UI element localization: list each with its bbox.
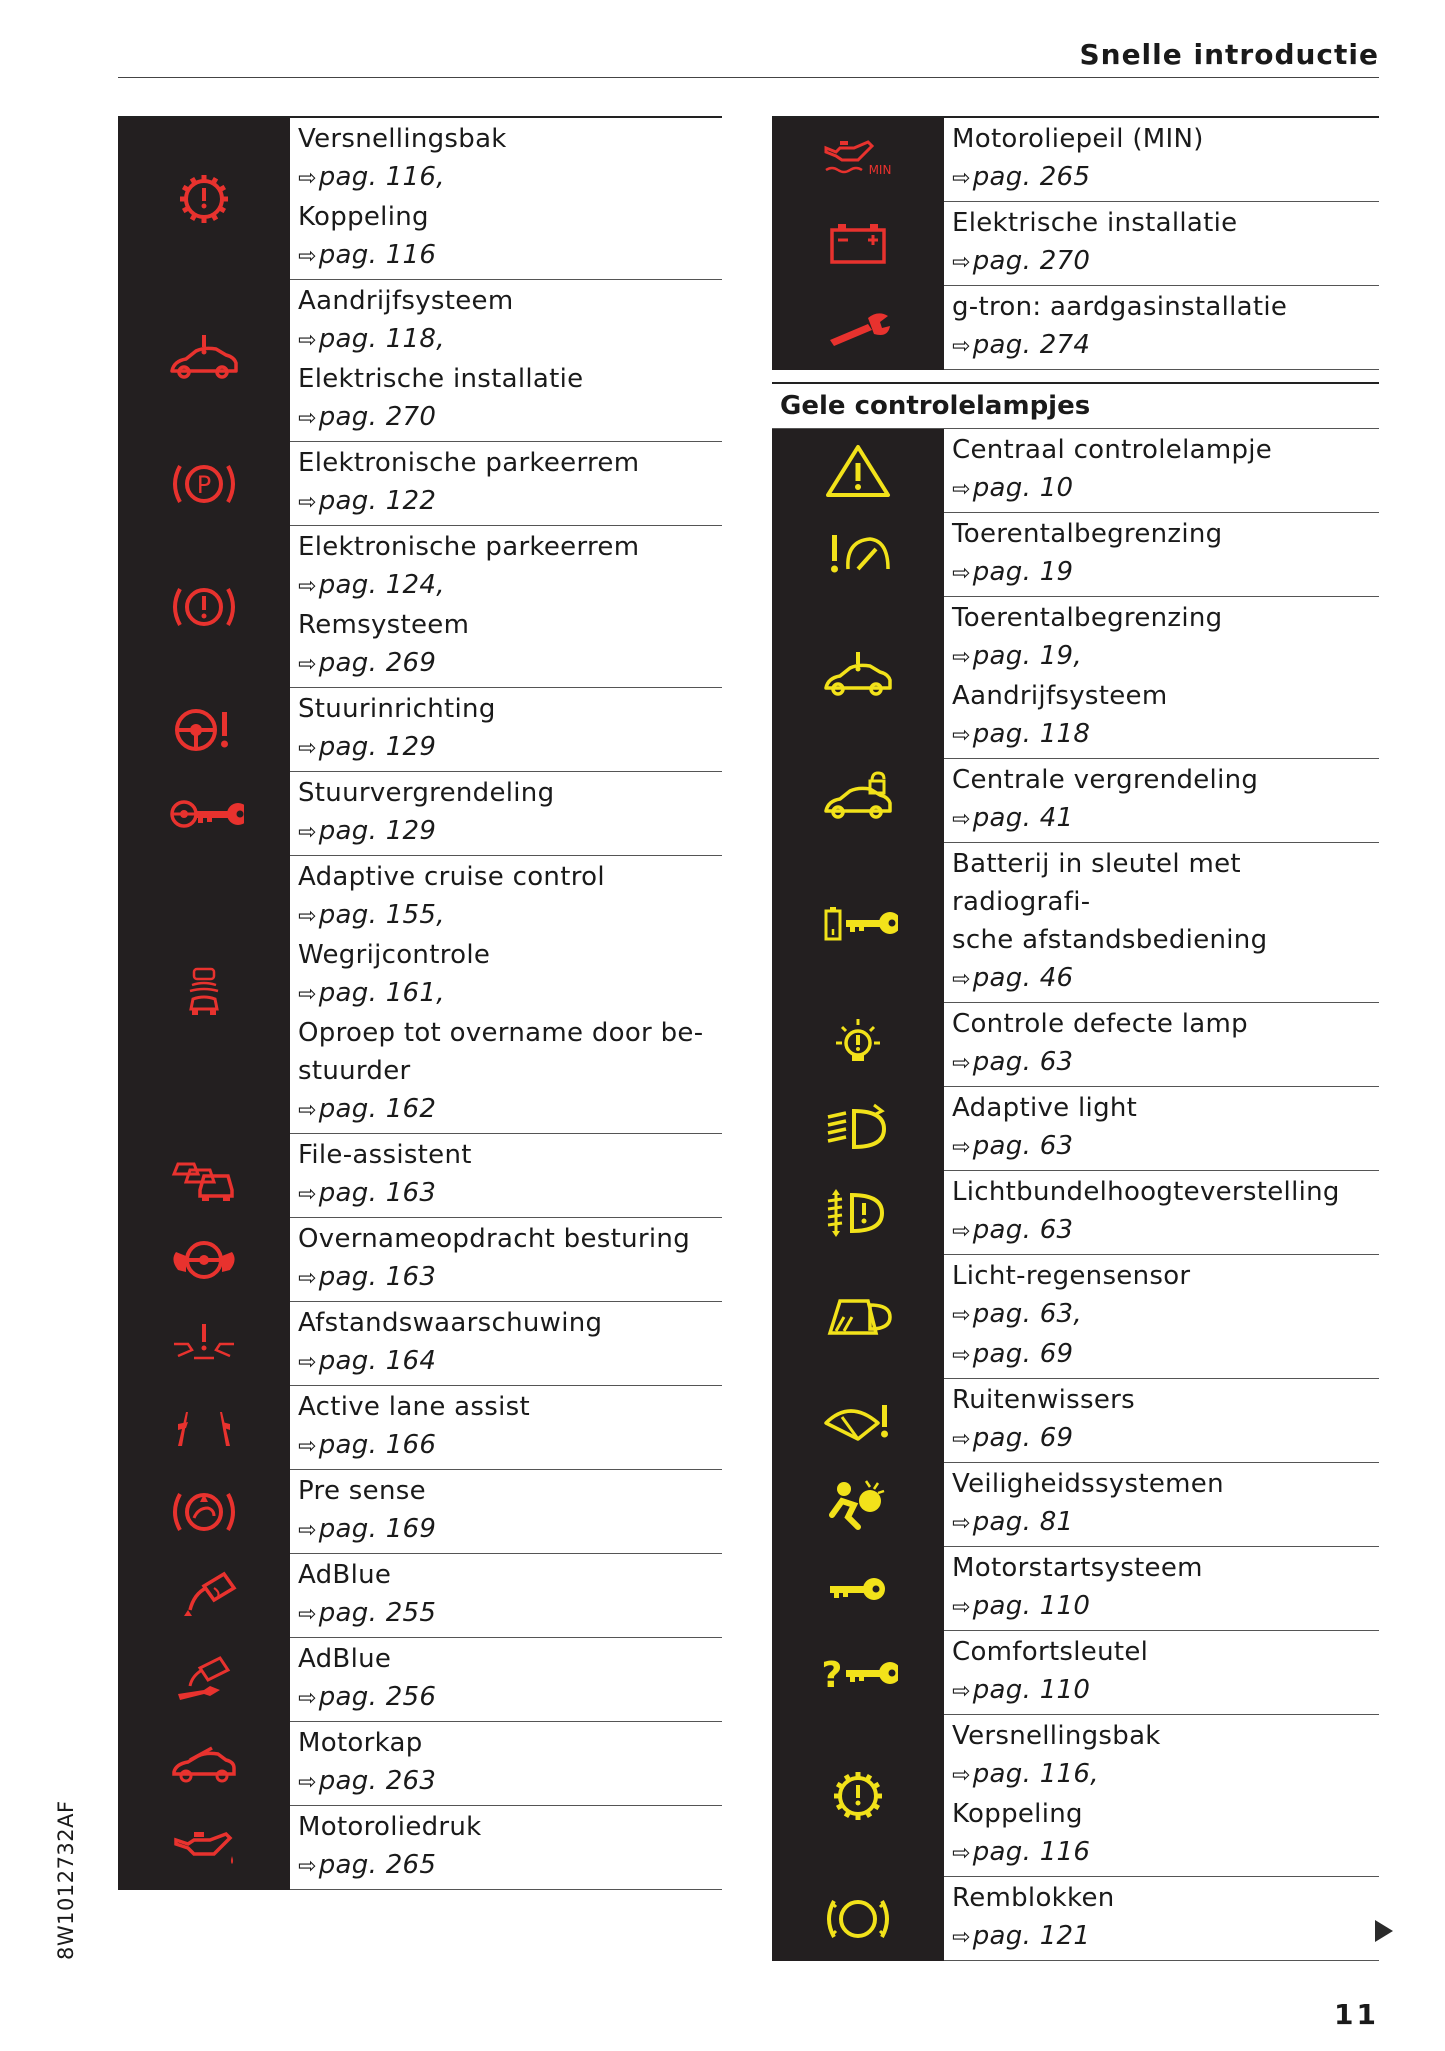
- indicator-label: Batterij in sleutel met radiografi-: [952, 849, 1241, 917]
- page-reference-text: pag. 63: [972, 1215, 1074, 1245]
- indicator-description: [944, 1877, 1379, 1961]
- headlight-range-icon: [772, 1171, 944, 1255]
- page-reference-link[interactable]: [952, 158, 1379, 198]
- steering-warning-icon: [118, 688, 290, 772]
- indicator-description: [290, 1218, 722, 1302]
- reference-arrow-icon: ⇨: [298, 1350, 317, 1375]
- indicator-label: Aandrijfsysteem: [298, 286, 514, 316]
- page-reference-text: pag. 63: [972, 1131, 1074, 1161]
- warning-triangle-icon: [772, 429, 944, 513]
- reference-arrow-icon: ⇨: [298, 328, 317, 353]
- indicator-description: [944, 1715, 1379, 1877]
- page-reference-link[interactable]: [298, 1174, 722, 1214]
- pre-sense-icon: [118, 1470, 290, 1554]
- page-reference-link[interactable]: [298, 1258, 722, 1298]
- reference-arrow-icon: ⇨: [298, 1182, 317, 1207]
- gearbox-warning-icon: [772, 1715, 944, 1877]
- indicator-row: [118, 1470, 722, 1554]
- indicator-label: Remblokken: [952, 1883, 1115, 1913]
- page-reference-text: pag. 124,: [318, 570, 445, 600]
- light-rain-sensor-icon: [772, 1255, 944, 1379]
- indicator-description: [290, 118, 722, 280]
- indicator-row: [118, 1554, 722, 1638]
- page-header-title: Snelle introductie: [1079, 38, 1379, 71]
- yellow-indicator-table: [772, 429, 1379, 1961]
- indicator-label: Active lane assist: [298, 1392, 530, 1422]
- indicator-row: [772, 429, 1379, 513]
- wrench-icon: [772, 286, 944, 370]
- indicator-label: Oproep tot overname door be-: [298, 1018, 704, 1048]
- reference-arrow-icon: ⇨: [298, 166, 317, 191]
- next-page-arrow-icon: [1375, 1920, 1393, 1942]
- page-reference-text: pag. 116,: [318, 162, 445, 192]
- page-reference-link[interactable]: [952, 553, 1379, 593]
- red-indicator-table-continued: [772, 116, 1379, 370]
- adblue-icon: [118, 1554, 290, 1638]
- page-reference-link[interactable]: [298, 1090, 722, 1130]
- indicator-row: [772, 1631, 1379, 1715]
- bulb-defect-icon: [772, 1003, 944, 1087]
- indicator-row: [772, 1463, 1379, 1547]
- indicator-label: Elektronische parkeerrem: [298, 448, 640, 478]
- indicator-description: [944, 513, 1379, 597]
- indicator-row: [772, 202, 1379, 286]
- reference-arrow-icon: ⇨: [952, 250, 971, 275]
- page-reference-link[interactable]: [298, 158, 722, 198]
- indicator-row: [772, 1877, 1379, 1961]
- page-reference-link[interactable]: [952, 469, 1379, 509]
- indicator-label: Toerentalbegrenzing: [952, 603, 1223, 633]
- page-reference-link[interactable]: [952, 1419, 1379, 1459]
- page-reference-link[interactable]: [952, 959, 1379, 999]
- page-reference-text: pag. 41: [972, 803, 1074, 833]
- red-indicator-table: [118, 116, 722, 1890]
- indicator-description: [290, 1134, 722, 1218]
- reference-arrow-icon: ⇨: [298, 904, 317, 929]
- indicator-row: [772, 118, 1379, 202]
- indicator-row: [772, 1003, 1379, 1087]
- page-reference-link[interactable]: [298, 482, 722, 522]
- page-reference-text: pag. 63,: [972, 1299, 1082, 1329]
- reference-arrow-icon: ⇨: [952, 1511, 971, 1536]
- reference-arrow-icon: ⇨: [952, 1841, 971, 1866]
- page-reference-link[interactable]: [952, 326, 1379, 366]
- reference-arrow-icon: ⇨: [952, 1595, 971, 1620]
- page-reference-text: pag. 163: [318, 1262, 437, 1292]
- page-reference-link[interactable]: [952, 242, 1379, 282]
- page-reference-text: pag. 118: [972, 719, 1091, 749]
- adaptive-cruise-icon: [118, 856, 290, 1134]
- page-reference-link[interactable]: [298, 728, 722, 768]
- key-question-icon: [772, 1631, 944, 1715]
- page-reference-text: pag. 255: [318, 1598, 437, 1628]
- reference-arrow-icon: ⇨: [952, 1219, 971, 1244]
- indicator-label: Wegrijcontrole: [298, 940, 491, 970]
- page-reference-text: pag. 110: [972, 1675, 1091, 1705]
- page-reference-text: pag. 81: [972, 1507, 1074, 1537]
- page-reference-link[interactable]: [298, 1342, 722, 1382]
- page-reference-text: pag. 129: [318, 816, 437, 846]
- indicator-description: [290, 1554, 722, 1638]
- indicator-row: [772, 1255, 1379, 1379]
- indicator-label: Afstandswaarschuwing: [298, 1308, 603, 1338]
- indicator-row: [772, 1087, 1379, 1171]
- page-reference-link[interactable]: [298, 896, 722, 936]
- oil-pressure-icon: [118, 1806, 290, 1890]
- reference-arrow-icon: ⇨: [298, 982, 317, 1007]
- indicator-row: [118, 1386, 722, 1470]
- page-reference-link[interactable]: [298, 974, 722, 1014]
- page-reference-link[interactable]: [952, 1917, 1379, 1957]
- reference-arrow-icon: ⇨: [952, 807, 971, 832]
- indicator-label: Motorkap: [298, 1728, 423, 1758]
- indicator-label: Adaptive cruise control: [298, 862, 605, 892]
- indicator-description: [944, 1379, 1379, 1463]
- reference-arrow-icon: ⇨: [952, 477, 971, 502]
- indicator-description: [290, 1638, 722, 1722]
- indicator-description: [290, 526, 722, 688]
- indicator-description: [944, 1547, 1379, 1631]
- battery-icon: [772, 202, 944, 286]
- page-reference-link[interactable]: [952, 1503, 1379, 1543]
- indicator-row: [772, 843, 1379, 1003]
- reference-arrow-icon: ⇨: [952, 166, 971, 191]
- page-reference-text: pag. 116,: [972, 1759, 1099, 1789]
- indicator-row: [118, 1218, 722, 1302]
- indicator-description: [944, 1171, 1379, 1255]
- reference-arrow-icon: ⇨: [298, 490, 317, 515]
- page-reference-link[interactable]: [298, 644, 722, 684]
- page-reference-text: pag. 265: [972, 162, 1091, 192]
- page-reference-text: pag. 265: [318, 1850, 437, 1880]
- indicator-label: Licht-regensensor: [952, 1261, 1191, 1291]
- page-reference-text: pag. 270: [318, 402, 437, 432]
- page-reference-link[interactable]: [298, 1510, 722, 1550]
- page-reference-text: pag. 121: [972, 1921, 1091, 1951]
- indicator-row: [118, 1134, 722, 1218]
- indicator-label: Stuurvergrendeling: [298, 778, 555, 808]
- central-locking-icon: [772, 759, 944, 843]
- page-reference-link[interactable]: [952, 1587, 1379, 1627]
- reference-arrow-icon: ⇨: [298, 1602, 317, 1627]
- indicator-label: File-assistent: [298, 1140, 472, 1170]
- page-reference-link[interactable]: [952, 1671, 1379, 1711]
- indicator-label: Elektrische installatie: [952, 208, 1238, 238]
- indicator-label: Toerentalbegrenzing: [952, 519, 1223, 549]
- indicator-label: Motorstartsysteem: [952, 1553, 1203, 1583]
- traffic-jam-icon: [118, 1134, 290, 1218]
- indicator-label: Remsysteem: [298, 610, 470, 640]
- indicator-description: [290, 1386, 722, 1470]
- indicator-row: [118, 1722, 722, 1806]
- indicator-description: [290, 280, 722, 442]
- indicator-description: [944, 1087, 1379, 1171]
- car-warning-icon: [118, 280, 290, 442]
- brake-pads-icon: [772, 1877, 944, 1961]
- indicator-description: [290, 1806, 722, 1890]
- indicator-label: Stuurinrichting: [298, 694, 496, 724]
- page-reference-link[interactable]: [298, 812, 722, 852]
- reference-arrow-icon: ⇨: [298, 736, 317, 761]
- reference-arrow-icon: ⇨: [952, 1925, 971, 1950]
- indicator-label: Koppeling: [298, 202, 429, 232]
- indicator-row: [118, 856, 722, 1134]
- steering-lock-icon: [118, 772, 290, 856]
- indicator-row: [118, 1638, 722, 1722]
- page-reference-text: pag. 166: [318, 1430, 437, 1460]
- document-code: 8W1012732AF: [54, 1800, 78, 1960]
- reference-arrow-icon: ⇨: [952, 723, 971, 748]
- key-icon: [772, 1547, 944, 1631]
- svg-text:MIN: MIN: [868, 163, 892, 177]
- reference-arrow-icon: ⇨: [298, 652, 317, 677]
- indicator-row: [118, 280, 722, 442]
- page-reference-link[interactable]: [952, 637, 1379, 677]
- indicator-label: Versnellingsbak: [952, 1721, 1161, 1751]
- indicator-row: [118, 1806, 722, 1890]
- indicator-description: [290, 1722, 722, 1806]
- indicator-row: [118, 688, 722, 772]
- indicator-label: g-tron: aardgasinstallatie: [952, 292, 1288, 322]
- page-reference-text: pag. 163: [318, 1178, 437, 1208]
- indicator-description: [290, 688, 722, 772]
- indicator-description: [944, 1463, 1379, 1547]
- page-reference-text: pag. 155,: [318, 900, 445, 930]
- page-reference-text: pag. 164: [318, 1346, 437, 1376]
- reference-arrow-icon: ⇨: [952, 1303, 971, 1328]
- page-reference-text: pag. 19: [972, 557, 1074, 587]
- indicator-description: [944, 843, 1379, 1003]
- reference-arrow-icon: ⇨: [952, 561, 971, 586]
- page-reference-text: pag. 46: [972, 963, 1074, 993]
- reference-arrow-icon: ⇨: [952, 1679, 971, 1704]
- indicator-label: Lichtbundelhoogteverstelling: [952, 1177, 1340, 1207]
- indicator-label: Adaptive light: [952, 1093, 1138, 1123]
- reference-arrow-icon: ⇨: [298, 1854, 317, 1879]
- indicator-label: Aandrijfsysteem: [952, 681, 1168, 711]
- reference-arrow-icon: ⇨: [952, 1135, 971, 1160]
- reference-arrow-icon: ⇨: [952, 645, 971, 670]
- page-reference-link[interactable]: [298, 236, 722, 276]
- page-reference-text: pag. 274: [972, 330, 1091, 360]
- indicator-label: Centraal controlelampje: [952, 435, 1273, 465]
- header-divider: [118, 77, 1379, 78]
- page-reference-link[interactable]: [952, 1295, 1379, 1335]
- page-number: 11: [1334, 1998, 1379, 2031]
- indicator-label: Comfortsleutel: [952, 1637, 1149, 1667]
- page-reference-link[interactable]: [952, 1127, 1379, 1167]
- rev-limit-icon: [772, 513, 944, 597]
- reference-arrow-icon: ⇨: [298, 1770, 317, 1795]
- indicator-label: Motoroliedruk: [298, 1812, 482, 1842]
- indicator-label: Koppeling: [952, 1799, 1083, 1829]
- reference-arrow-icon: ⇨: [298, 406, 317, 431]
- page-reference-text: pag. 263: [318, 1766, 437, 1796]
- reference-arrow-icon: ⇨: [952, 1343, 971, 1368]
- page-reference-link[interactable]: [298, 1594, 722, 1634]
- page-reference-text: pag. 270: [972, 246, 1091, 276]
- indicator-row: [772, 1171, 1379, 1255]
- key-battery-icon: [772, 843, 944, 1003]
- indicator-description: [290, 772, 722, 856]
- lane-assist-icon: [118, 1386, 290, 1470]
- indicator-row: [118, 442, 722, 526]
- page-reference-link[interactable]: [952, 1755, 1379, 1795]
- airbag-icon: [772, 1463, 944, 1547]
- page-reference-text: pag. 256: [318, 1682, 437, 1712]
- indicator-description: [944, 597, 1379, 759]
- page-reference-link[interactable]: [298, 398, 722, 438]
- page-reference-text: pag. 63: [972, 1047, 1074, 1077]
- indicator-description: [944, 1255, 1379, 1379]
- reference-arrow-icon: ⇨: [298, 820, 317, 845]
- page-reference-text: pag. 19,: [972, 641, 1082, 671]
- reference-arrow-icon: ⇨: [952, 1427, 971, 1452]
- page-reference-link[interactable]: [298, 566, 722, 606]
- right-column: [772, 116, 1379, 1961]
- page-reference-text: pag. 169: [318, 1514, 437, 1544]
- page-reference-text: pag. 118,: [318, 324, 445, 354]
- page-reference-text: pag. 162: [318, 1094, 437, 1124]
- indicator-row: [772, 1379, 1379, 1463]
- indicator-row: [118, 526, 722, 688]
- reference-arrow-icon: ⇨: [952, 334, 971, 359]
- indicator-description: [944, 286, 1379, 370]
- brake-warning-icon: [118, 526, 290, 688]
- page-reference-text: pag. 129: [318, 732, 437, 762]
- indicator-label: sche afstandsbediening: [952, 925, 1268, 955]
- indicator-description: [290, 856, 722, 1134]
- page-reference-link[interactable]: [952, 1043, 1379, 1083]
- indicator-label: Pre sense: [298, 1476, 426, 1506]
- page-reference-text: pag. 161,: [318, 978, 445, 1008]
- page-reference-text: pag. 122: [318, 486, 437, 516]
- indicator-label: Motoroliepeil (MIN): [952, 124, 1204, 154]
- indicator-description: [290, 1302, 722, 1386]
- indicator-label: Elektronische parkeerrem: [298, 532, 640, 562]
- indicator-label: AdBlue: [298, 1644, 392, 1674]
- wiper-warning-icon: [772, 1379, 944, 1463]
- page-reference-text: pag. 116: [972, 1837, 1091, 1867]
- indicator-label: Centrale vergrendeling: [952, 765, 1259, 795]
- reference-arrow-icon: ⇨: [952, 967, 971, 992]
- indicator-description: [290, 442, 722, 526]
- indicator-row: [772, 1547, 1379, 1631]
- page-reference-text: pag. 110: [972, 1591, 1091, 1621]
- distance-warning-icon: [118, 1302, 290, 1386]
- indicator-row: [772, 513, 1379, 597]
- indicator-label: Ruitenwissers: [952, 1385, 1135, 1415]
- indicator-label: AdBlue: [298, 1560, 392, 1590]
- page-reference-text: pag. 269: [318, 648, 437, 678]
- reference-arrow-icon: ⇨: [952, 1763, 971, 1788]
- page-reference-link[interactable]: [952, 799, 1379, 839]
- section-heading-yellow: Gele controlelampjes: [772, 382, 1379, 429]
- indicator-row: [772, 286, 1379, 370]
- indicator-row: [772, 759, 1379, 843]
- page-reference-text: pag. 69: [972, 1339, 1074, 1369]
- page-reference-link[interactable]: [298, 1846, 722, 1886]
- indicator-description: [290, 1470, 722, 1554]
- reference-arrow-icon: ⇨: [298, 1434, 317, 1459]
- adaptive-light-icon: [772, 1087, 944, 1171]
- takeover-steering-icon: [118, 1218, 290, 1302]
- indicator-row: [118, 118, 722, 280]
- indicator-description: [944, 118, 1379, 202]
- parking-brake-icon: [118, 442, 290, 526]
- page-reference-link[interactable]: [298, 1426, 722, 1466]
- indicator-label: Controle defecte lamp: [952, 1009, 1248, 1039]
- reference-arrow-icon: ⇨: [298, 574, 317, 599]
- indicator-label: Elektrische installatie: [298, 364, 584, 394]
- indicator-description: [944, 759, 1379, 843]
- page-reference-link[interactable]: [298, 320, 722, 360]
- indicator-description: [944, 429, 1379, 513]
- indicator-row: [118, 772, 722, 856]
- indicator-label: stuurder: [298, 1056, 411, 1086]
- svg-text:P: P: [196, 471, 212, 499]
- indicator-description: [944, 202, 1379, 286]
- bonnet-icon: [118, 1722, 290, 1806]
- indicator-label: Versnellingsbak: [298, 124, 507, 154]
- car-warning-icon: [772, 597, 944, 759]
- reference-arrow-icon: ⇨: [298, 1098, 317, 1123]
- indicator-row: [772, 597, 1379, 759]
- page-reference-link[interactable]: [952, 715, 1379, 755]
- page-reference-link[interactable]: [298, 1678, 722, 1718]
- left-column: [118, 116, 722, 1890]
- reference-arrow-icon: ⇨: [952, 1051, 971, 1076]
- page-reference-link[interactable]: [952, 1211, 1379, 1251]
- page-reference-text: pag. 10: [972, 473, 1074, 503]
- oil-level-min-icon: [772, 118, 944, 202]
- indicator-description: [944, 1003, 1379, 1087]
- reference-arrow-icon: ⇨: [298, 1518, 317, 1543]
- page-reference-link[interactable]: [952, 1833, 1379, 1873]
- gearbox-warning-icon: [118, 118, 290, 280]
- page-reference-link[interactable]: [952, 1335, 1379, 1375]
- indicator-label: Overnameopdracht besturing: [298, 1224, 690, 1254]
- indicator-row: [772, 1715, 1379, 1877]
- reference-arrow-icon: ⇨: [298, 1266, 317, 1291]
- indicator-label: Veiligheidssystemen: [952, 1469, 1224, 1499]
- page-reference-text: pag. 69: [972, 1423, 1074, 1453]
- reference-arrow-icon: ⇨: [298, 1686, 317, 1711]
- adblue-service-icon: [118, 1638, 290, 1722]
- indicator-description: [944, 1631, 1379, 1715]
- page-reference-link[interactable]: [298, 1762, 722, 1802]
- reference-arrow-icon: ⇨: [298, 244, 317, 269]
- indicator-row: [118, 1302, 722, 1386]
- svg-text:?: ?: [821, 1655, 843, 1696]
- page-reference-text: pag. 116: [318, 240, 437, 270]
